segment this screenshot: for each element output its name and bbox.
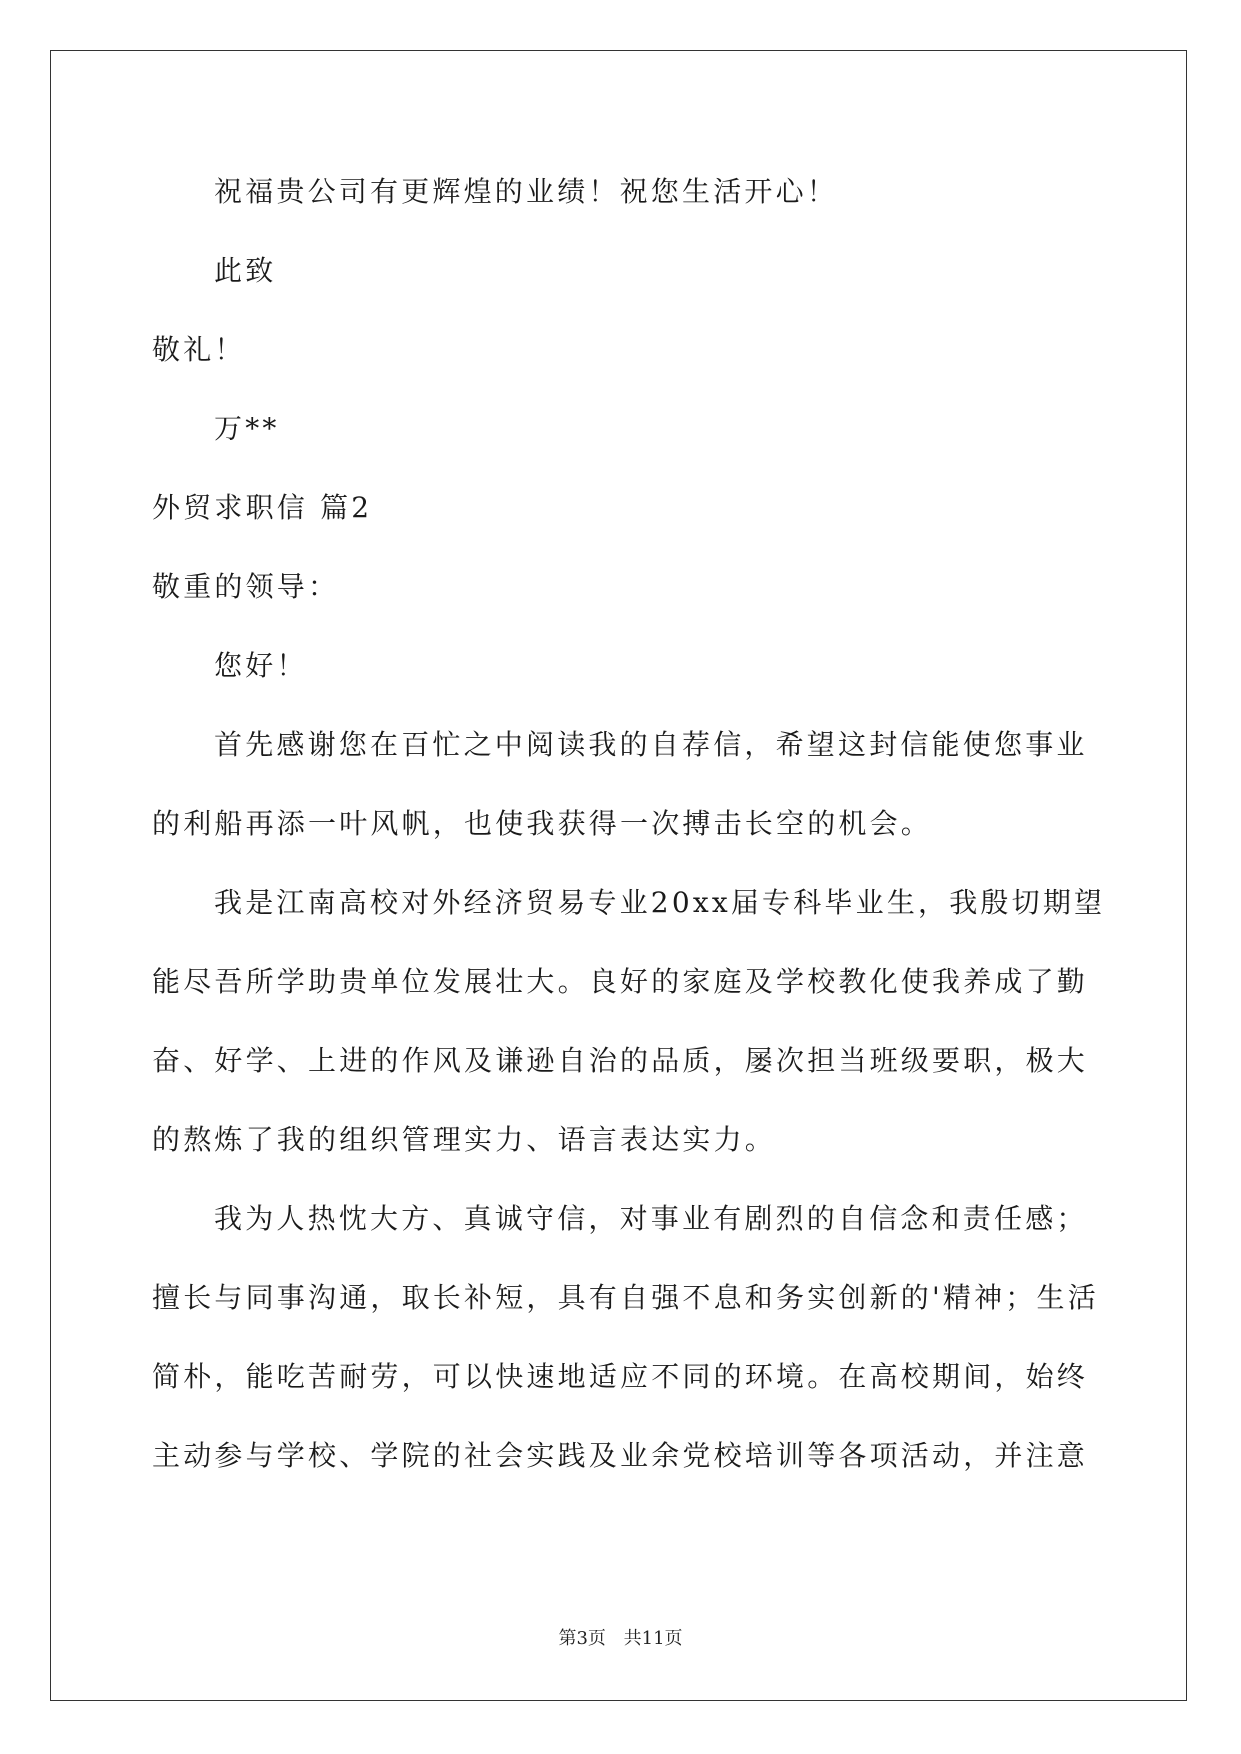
page-footer [0, 1624, 1241, 1650]
text-line: 您好！ [214, 649, 308, 682]
text-line: 简朴，能吃苦耐劳，可以快速地适应不同的环境。在高校期间，始终 [152, 1360, 1089, 1393]
text-line: 首先感谢您在百忙之中阅读我的自荐信，希望这封信能使您事业 [214, 728, 1088, 761]
text-line: 祝福贵公司有更辉煌的业绩！祝您生活开心！ [214, 175, 839, 208]
section-heading: 外贸求职信 篇2 [152, 491, 373, 524]
page-total: 共11页 [623, 1628, 683, 1649]
text-line: 我是江南高校对外经济贸易专业20xx届专科毕业生，我殷切期望 [214, 886, 1106, 919]
page-number: 第3页 [558, 1628, 606, 1649]
text-line: 敬重的领导： [152, 570, 340, 603]
text-line: 的利船再添一叶风帆，也使我获得一次搏击长空的机会。 [152, 807, 933, 840]
text-line: 奋、好学、上进的作风及谦逊自治的品质，屡次担当班级要职，极大 [152, 1044, 1089, 1077]
text-line: 的熬炼了我的组织管理实力、语言表达实力。 [152, 1123, 777, 1156]
text-line: 主动参与学校、学院的社会实践及业余党校培训等各项活动，并注意 [152, 1439, 1089, 1472]
text-line: 能尽吾所学助贵单位发展壮大。良好的家庭及学校教化使我养成了勤 [152, 965, 1089, 998]
text-line: 万** [214, 412, 280, 445]
text-line: 此致 [214, 254, 277, 287]
text-line: 我为人热忱大方、真诚守信，对事业有剧烈的自信念和责任感； [214, 1202, 1088, 1235]
text-line: 擅长与同事沟通，取长补短，具有自强不息和务实创新的'精神；生活 [152, 1281, 1099, 1314]
text-line: 敬礼！ [152, 333, 246, 366]
